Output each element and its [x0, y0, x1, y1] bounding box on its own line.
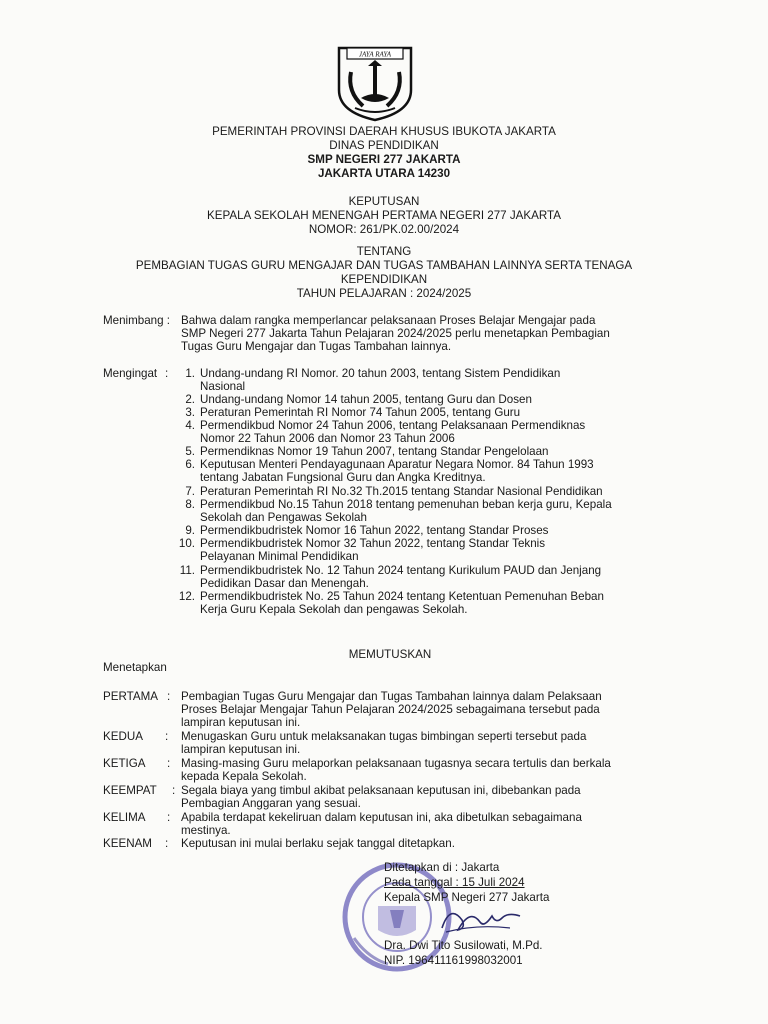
decision-text-line: Pembagian Anggaran yang sesuai.: [181, 797, 361, 810]
decision-text-line: Apabila terdapat kekeliruan dalam keputusan ini, aka dibetulkan sebagaimana: [181, 811, 582, 824]
mengingat-item-line: Permendikbud Nomor 24 Tahun 2006, tentang Pelaksanaan Permendiknas: [200, 419, 586, 432]
mengingat-item-number: 10.: [178, 537, 195, 550]
mengingat-colon: :: [165, 367, 169, 380]
mengingat-item: [200, 564, 601, 590]
decision-text: [181, 837, 455, 850]
mengingat-item-number: 4.: [185, 419, 195, 432]
svg-text:JAYA RAYA: JAYA RAYA: [358, 50, 392, 59]
mengingat-item-number: 12.: [178, 590, 195, 603]
mengingat-item-line: Permendiknas Nomor 19 Tahun 2007, tentang Standar Pengelolaan: [200, 445, 549, 458]
decision-label: KETIGA: [103, 757, 146, 770]
mengingat-item: [200, 458, 594, 484]
decision-text-line: mestinya.: [181, 824, 231, 837]
mengingat-item-line: Permendikbudristek No. 12 Tahun 2024 tentang Kurikulum PAUD dan Jenjang: [200, 564, 602, 577]
signature-date: Pada tanggal : 15 Juli 2024: [384, 876, 525, 889]
menimbang-line: Bahwa dalam rangka memperlancar pelaksanaan Proses Belajar Mengajar pada: [181, 314, 596, 327]
mengingat-item-line: Peraturan Pemerintah RI Nomor 74 Tahun 2005, tentang Guru: [200, 406, 521, 419]
decision-colon: :: [172, 784, 176, 797]
mengingat-item-number: 9.: [185, 524, 195, 537]
decision-colon: :: [167, 690, 171, 703]
mengingat-item-line: Permendikbudristek No. 25 Tahun 2024 tentang Ketentuan Pemenuhan Beban: [200, 590, 604, 603]
mengingat-item-line: Peraturan Pemerintah RI No.32 Th.2015 tentang Standar Nasional Pendidikan: [200, 485, 603, 498]
mengingat-item: [200, 537, 545, 563]
mengingat-item-number: 3.: [185, 406, 195, 419]
mengingat-item-line: Undang-undang RI Nomor. 20 tahun 2003, tentang Sistem Pendidikan: [200, 367, 561, 380]
decision-colon: :: [167, 811, 171, 824]
decision-text: [181, 757, 611, 783]
decision-colon: :: [165, 837, 169, 850]
signatory-nip: NIP. 196411161998032001: [384, 954, 523, 967]
decision-label: KEEMPAT: [103, 784, 157, 797]
mengingat-item-line: tentang Jabatan Fungsional Guru dan Angka Kreditnya.: [200, 471, 486, 484]
decision-text: [181, 784, 581, 810]
mengingat-label: Mengingat: [103, 367, 158, 380]
handwritten-signature-icon: [436, 898, 526, 940]
header-government: PEMERINTAH PROVINSI DAERAH KHUSUS IBUKOTA JAKARTA: [212, 125, 556, 138]
decision-text: [181, 811, 582, 837]
mengingat-item: [200, 485, 603, 498]
mengingat-item-line: Nomor 22 Tahun 2006 dan Nomor 23 Tahun 2006: [200, 432, 455, 445]
mengingat-item-line: Permendikbudristek Nomor 16 Tahun 2022, tentang Standar Proses: [200, 524, 549, 537]
decision-text: [181, 730, 586, 756]
mengingat-item-line: Nasional: [200, 380, 246, 393]
mengingat-item-line: Pedidikan Dasar dan Menengah.: [200, 577, 369, 590]
mengingat-item-number: 6.: [185, 458, 195, 471]
header-school: SMP NEGERI 277 JAKARTA: [307, 153, 461, 166]
decision-text-line: Pembagian Tugas Guru Mengajar dan Tugas Tambahan lainnya dalam Pelaksaan: [181, 690, 602, 703]
signature-position: Kepala SMP Negeri 277 Jakarta: [384, 891, 550, 904]
subject-line-2: KEPENDIDIKAN: [340, 273, 428, 286]
mengingat-item: [200, 524, 548, 537]
mengingat-item-number: 5.: [185, 445, 195, 458]
signatory-name: Dra. Dwi Tito Susilowati, M.Pd.: [384, 939, 543, 952]
menimbang-text: [181, 314, 631, 353]
mengingat-item-number: 1.: [185, 367, 195, 380]
decision-text-line: kepada Kepala Sekolah.: [181, 770, 307, 783]
decision-text-line: lampiran keputusan ini.: [181, 743, 301, 756]
decision-label: KEDUA: [103, 730, 143, 743]
decision-label: KEENAM: [103, 837, 152, 850]
mengingat-item-line: Sekolah dan Pengawas Sekolah: [200, 511, 367, 524]
decision-text-line: lampiran keputusan ini.: [181, 716, 301, 729]
mengingat-item: [200, 406, 520, 419]
mengingat-item: [200, 498, 612, 524]
decision-colon: :: [167, 757, 171, 770]
decision-issuer: KEPALA SEKOLAH MENENGAH PERTAMA NEGERI 277 JAKARTA: [207, 209, 561, 222]
mengingat-item: [200, 393, 532, 406]
decision-title: KEPUTUSAN: [348, 195, 420, 208]
header-department: DINAS PENDIDIKAN: [329, 139, 439, 152]
memutuskan-heading: MEMUTUSKAN: [348, 648, 432, 661]
mengingat-item-number: 7.: [185, 485, 195, 498]
mengingat-item-line: Keputusan Menteri Pendayagunaan Aparatur Negara Nomor. 84 Tahun 1993: [200, 458, 594, 471]
decision-label: PERTAMA: [103, 690, 158, 703]
subject-label: TENTANG: [356, 245, 412, 258]
mengingat-item-line: Undang-undang Nomor 14 tahun 2005, tentang Guru dan Dosen: [200, 393, 532, 406]
menetapkan-label: Menetapkan: [103, 661, 167, 674]
mengingat-item: [200, 445, 549, 458]
decision-label: KELIMA: [103, 811, 146, 824]
header-address: JAKARTA UTARA 14230: [317, 167, 451, 180]
mengingat-item-number: 11.: [179, 564, 195, 577]
mengingat-item: [200, 419, 585, 445]
decision-number: NOMOR: 261/PK.02.00/2024: [308, 223, 460, 236]
mengingat-item-line: Permendikbudristek Nomor 32 Tahun 2022, tentang Standar Teknis: [200, 537, 546, 550]
menimbang-line: Tugas Guru Mengajar dan Tugas Tambahan lainnya.: [181, 340, 452, 353]
mengingat-item-line: Kerja Guru Kepala Sekolah dan pengawas Sekolah.: [200, 603, 468, 616]
menimbang-line: SMP Negeri 277 Jakarta Tahun Pelajaran 2024/2025 perlu menetapkan Pembagian: [181, 327, 610, 340]
menimbang-label: Menimbang :: [103, 314, 171, 327]
mengingat-item-number: 8.: [185, 498, 195, 511]
decision-text-line: Segala biaya yang timbul akibat pelaksanaan keputusan ini, dibebankan pada: [181, 784, 581, 797]
mengingat-item-line: Pelayanan Minimal Pendidikan: [200, 550, 359, 563]
subject-line-3: TAHUN PELAJARAN : 2024/2025: [296, 287, 472, 300]
decision-text-line: Keputusan ini mulai berlaku sejak tanggal ditetapkan.: [181, 837, 455, 850]
decision-text: [181, 690, 602, 729]
decision-text-line: Proses Belajar Mengajar Tahun Pelajaran 2024/2025 sebagaimana tersebut pada: [181, 703, 600, 716]
decision-text-line: Masing-masing Guru melaporkan pelaksanaan tugasnya secara tertulis dan berkala: [181, 757, 611, 770]
mengingat-item-line: Permendikbud No.15 Tahun 2018 tentang pemenuhan beban kerja guru, Kepala: [200, 498, 612, 511]
decision-colon: :: [165, 730, 169, 743]
mengingat-item: [200, 590, 604, 616]
jakarta-emblem-icon: [333, 42, 417, 122]
signature-place: Ditetapkan di : Jakarta: [384, 861, 500, 874]
mengingat-item: [200, 367, 560, 393]
subject-line-1: PEMBAGIAN TUGAS GURU MENGAJAR DAN TUGAS TAMBAHAN LAINNYA SERTA TENAGA: [135, 259, 633, 272]
decision-text-line: Menugaskan Guru untuk melaksanakan tugas bimbingan seperti tersebut pada: [181, 730, 587, 743]
mengingat-item-number: 2.: [185, 393, 195, 406]
